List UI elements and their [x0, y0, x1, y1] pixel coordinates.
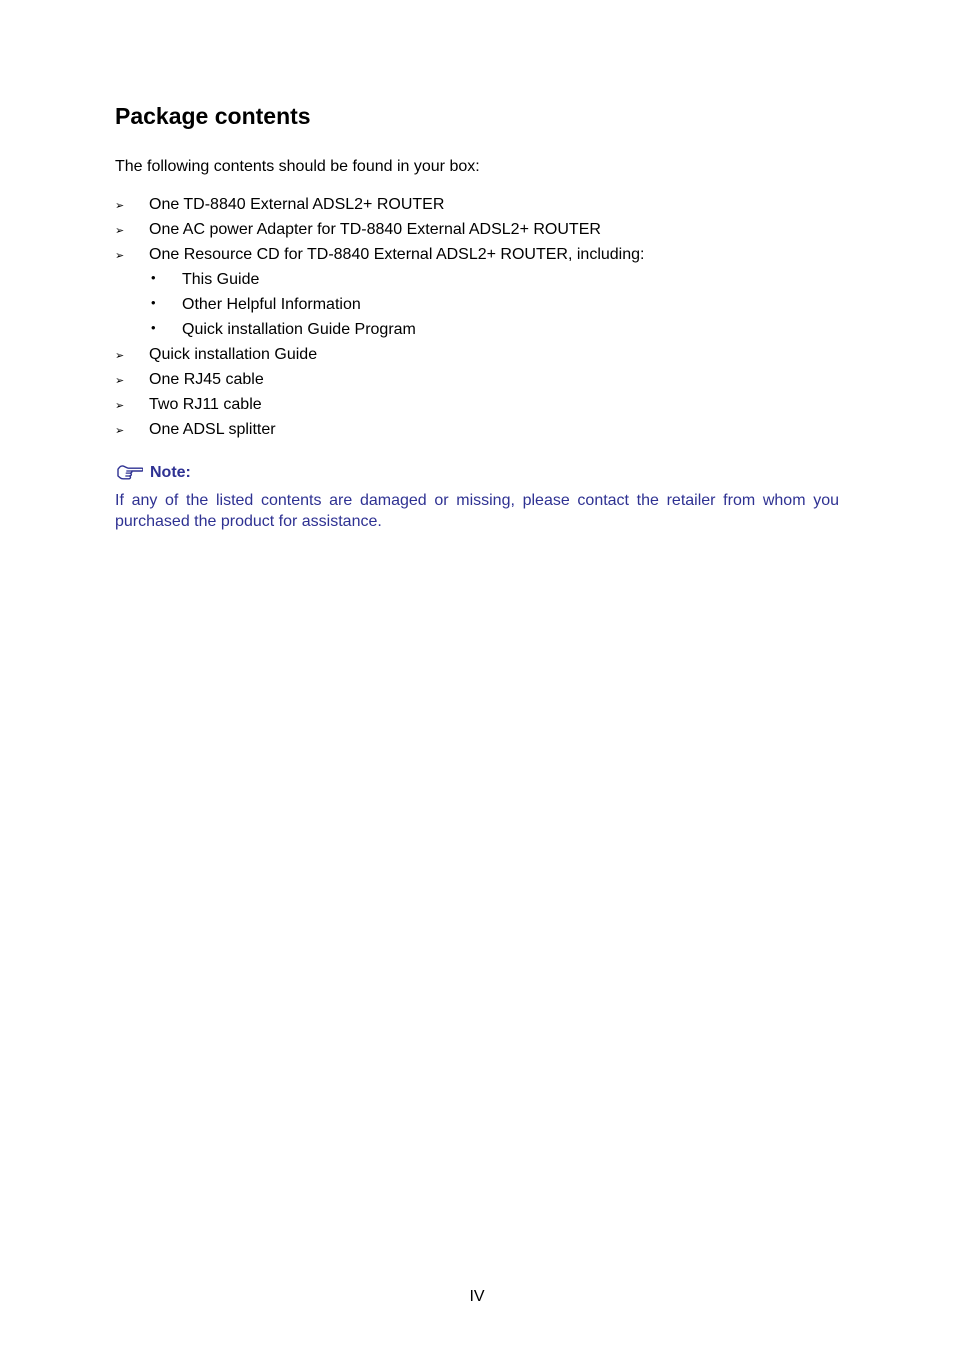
arrow-bullet-icon: ➢: [115, 425, 125, 437]
arrow-bullet-icon: ➢: [115, 200, 125, 212]
dot-bullet-icon: •: [151, 270, 156, 285]
arrow-bullet-icon: ➢: [115, 350, 125, 362]
note-text: If any of the listed contents are damaged or missing, please contact the retailer from whom you purchased the product for assistance.: [115, 492, 839, 530]
list-item-text: Quick installation Guide: [149, 346, 318, 363]
arrow-bullet-icon: ➢: [115, 400, 125, 412]
list-item-text: One RJ45 cable: [149, 371, 264, 388]
page-title: Package contents: [115, 103, 311, 129]
dot-bullet-icon: •: [151, 320, 156, 335]
pointing-hand-icon: [117, 464, 143, 480]
arrow-bullet-icon: ➢: [115, 250, 125, 262]
sub-list-item-text: This Guide: [182, 271, 260, 288]
list-item-text: One AC power Adapter for TD-8840 External ADSL2+ ROUTER: [149, 221, 601, 238]
list-item-text: Two RJ11 cable: [149, 396, 262, 413]
list-item-text: One ADSL splitter: [149, 421, 276, 438]
arrow-bullet-icon: ➢: [115, 225, 125, 237]
arrow-bullet-icon: ➢: [115, 375, 125, 387]
note-label: Note:: [150, 464, 191, 481]
intro-text: The following contents should be found in your box:: [115, 158, 480, 175]
list-item-text: One TD-8840 External ADSL2+ ROUTER: [149, 196, 445, 213]
page-number: IV: [469, 1288, 485, 1305]
dot-bullet-icon: •: [151, 295, 156, 310]
sub-list-item-text: Other Helpful Information: [182, 296, 361, 313]
list-item-text: One Resource CD for TD-8840 External ADSL2+ ROUTER, including:: [149, 246, 645, 263]
sub-list-item-text: Quick installation Guide Program: [182, 321, 416, 338]
